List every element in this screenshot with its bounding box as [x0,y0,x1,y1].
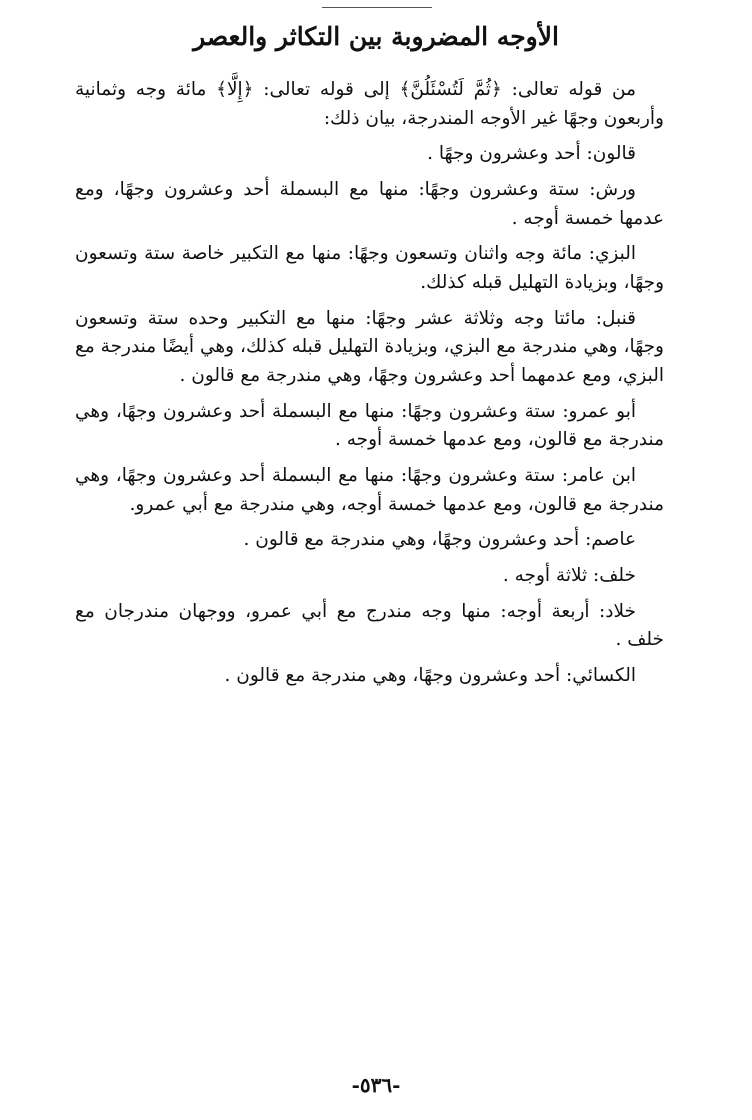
body-text [75,76,664,698]
paragraph-kisai: الكسائي: أحد وعشرون وجهًا، وهي مندرجة مع قالون . [224,665,636,687]
paragraph-khalaf: خلف: ثلاثة أوجه . [502,565,636,587]
paragraph-khallad: خلاد: أربعة أوجه: منها وجه مندرج مع أبي عمرو، ووجهان مندرجان مع خلف . [75,600,664,651]
paragraph-bazzi: البزي: مائة وجه واثنان وتسعون وجهًا: منها مع التكبير خاصة ستة وتسعون وجهًا، وبزيادة التهليل قبله كذلك. [75,243,664,294]
paragraph-qalun: قالون: أحد وعشرون وجهًا . [427,143,636,165]
paragraph-qunbul: قنبل: مائتا وجه وثلاثة عشر وجهًا: منها مع التكبير وحده ستة وتسعون وجهًا، وهي مندرجة مع البزي، وبزيادة التهليل قبله كذلك، وهي أيضًا مندرجة مع البزي، ومع عدمهما أحد وعشرون وجهًا، وهي مندرجة مع قالون . [75,307,664,387]
paragraph-asim: عاصم: أحد وعشرون وجهًا، وهي مندرجة مع قالون . [243,529,636,551]
top-rule [322,7,432,8]
paragraph-abu-amr: أبو عمرو: ستة وعشرون وجهًا: منها مع البسملة أحد وعشرون وجهًا، وهي مندرجة مع قالون، ومع عدمها خمسة أوجه . [75,400,664,451]
page-number: -٥٣٦- [351,1073,401,1097]
paragraph-warsh: ورش: ستة وعشرون وجهًا: منها مع البسملة أحد وعشرون وجهًا، ومع عدمها خمسة أوجه . [75,179,664,229]
paragraph-ibn-amir: ابن عامر: ستة وعشرون وجهًا: منها مع البسملة أحد وعشرون وجهًا، وهي مندرجة مع قالون، ومع عدمها خمسة أوجه، وهي مندرجة مع أبي عمرو. [75,465,664,515]
page-title: الأوجه المضروبة بين التكاثر والعصر [193,22,559,51]
intro-paragraph: من قوله تعالى: ﴿ثُمَّ لَتُسْئَلُنَّ﴾ إلى قوله تعالى: ﴿إِلَّا﴾ مائة وجه وثمانية وأربعون وجهًا غير الأوجه المندرجة، بيان ذلك: [75,79,664,129]
